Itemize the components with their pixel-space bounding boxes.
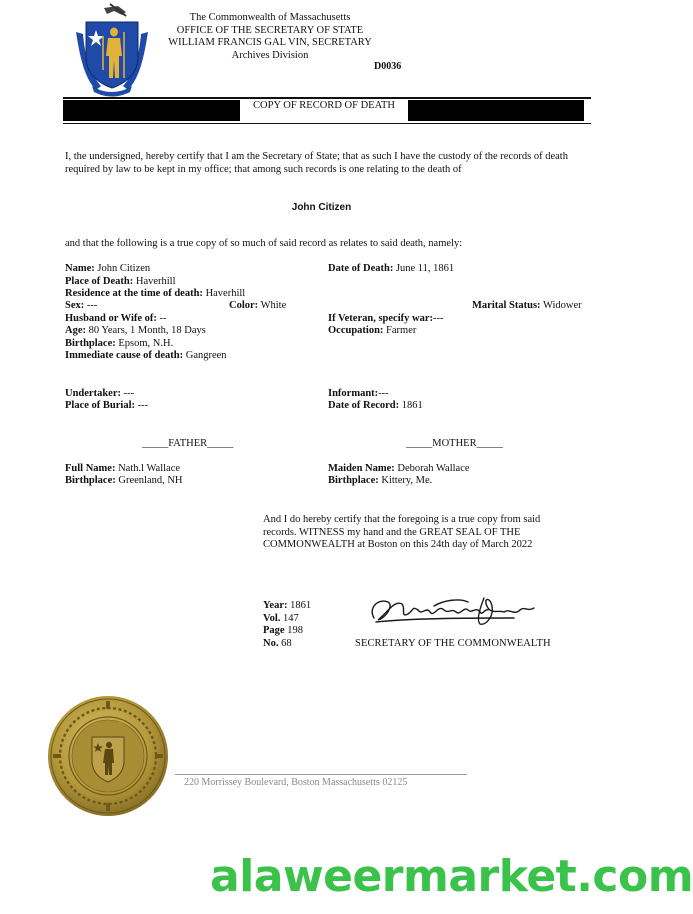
header-line: The Commonwealth of Massachusetts bbox=[189, 12, 351, 23]
mother-birthplace: Birthplace: Kittery, Me. bbox=[328, 475, 433, 486]
secretary-signature-icon bbox=[364, 588, 544, 630]
redaction-bar-left bbox=[63, 100, 240, 121]
field-name: Name: John Citizen bbox=[65, 263, 151, 274]
record-year: Year: 1861 bbox=[263, 600, 312, 611]
father-birthplace: Birthplace: Greenland, NH bbox=[65, 475, 183, 486]
title-rule-bottom bbox=[63, 123, 591, 124]
field-marital-status: Marital Status: Widower bbox=[472, 300, 582, 311]
field-sex: Sex: --- bbox=[65, 300, 98, 311]
field-spouse: Husband or Wife of: -- bbox=[65, 313, 167, 324]
issuer-header bbox=[150, 12, 390, 62]
mother-maiden-name: Maiden Name: Deborah Wallace bbox=[328, 463, 470, 474]
secretary-title: SECRETARY OF THE COMMONWEALTH bbox=[355, 638, 551, 649]
field-informant: Informant:--- bbox=[328, 388, 389, 399]
witness-statement: And I do hereby certify that the foregoing is a true copy from said records. WITNESS my hand and the GREAT SEAL OF THE COMMONWEALTH at Boston on this 24th day of March 2022 bbox=[263, 514, 541, 550]
following-statement: and that the following is a true copy of so much of said record as relates to said death, namely: bbox=[65, 238, 463, 249]
record-number: No. 68 bbox=[263, 638, 292, 649]
address-rule bbox=[175, 774, 467, 775]
field-birthplace: Birthplace: Epsom, N.H. bbox=[65, 338, 174, 349]
field-veteran: If Veteran, specify war:--- bbox=[328, 313, 444, 324]
header-line: WILLIAM FRANCIS GAL VIN, SECRETARY bbox=[168, 37, 372, 48]
redaction-bar-right bbox=[408, 100, 584, 121]
office-address: 220 Morrissey Boulevard, Boston Massachusetts 02125 bbox=[184, 777, 408, 788]
father-full-name: Full Name: Nath.l Wallace bbox=[65, 463, 181, 474]
great-seal-icon bbox=[47, 695, 169, 817]
watermark-text: alaweermarket.com bbox=[210, 851, 693, 902]
field-occupation: Occupation: Farmer bbox=[328, 325, 417, 336]
decedent-name: John Citizen bbox=[291, 202, 352, 213]
massachusetts-coat-of-arms-icon bbox=[74, 2, 150, 96]
mother-heading: _____MOTHER_____ bbox=[406, 438, 503, 449]
field-date-of-death: Date of Death: June 11, 1861 bbox=[328, 263, 455, 274]
title-rule-top bbox=[63, 97, 591, 99]
certification-paragraph: I, the undersigned, hereby certify that I am the Secretary of State; that as such I have the custody of the records of death required by law to be kept in my office; that among such records is one relating to the death of bbox=[65, 151, 568, 175]
field-color: Color: White bbox=[229, 300, 287, 311]
father-heading: _____FATHER_____ bbox=[142, 438, 234, 449]
field-residence: Residence at the time of death: Haverhill bbox=[65, 288, 246, 299]
header-line: Archives Division bbox=[231, 49, 309, 61]
record-page: Page 198 bbox=[263, 625, 303, 636]
header-line: OFFICE OF THE SECRETARY OF STATE bbox=[176, 24, 364, 36]
document-title: COPY OF RECORD OF DEATH bbox=[253, 100, 395, 111]
field-undertaker: Undertaker: --- bbox=[65, 388, 135, 399]
field-place-of-death: Place of Death: Haverhill bbox=[65, 276, 176, 287]
field-date-of-record: Date of Record: 1861 bbox=[328, 400, 423, 411]
field-age: Age: 80 Years, 1 Month, 18 Days bbox=[65, 325, 206, 336]
field-cause-of-death: Immediate cause of death: Gangreen bbox=[65, 350, 227, 361]
record-volume: Vol. 147 bbox=[263, 613, 299, 624]
document-number: D0036 bbox=[374, 61, 402, 72]
field-place-of-burial: Place of Burial: --- bbox=[65, 400, 149, 411]
